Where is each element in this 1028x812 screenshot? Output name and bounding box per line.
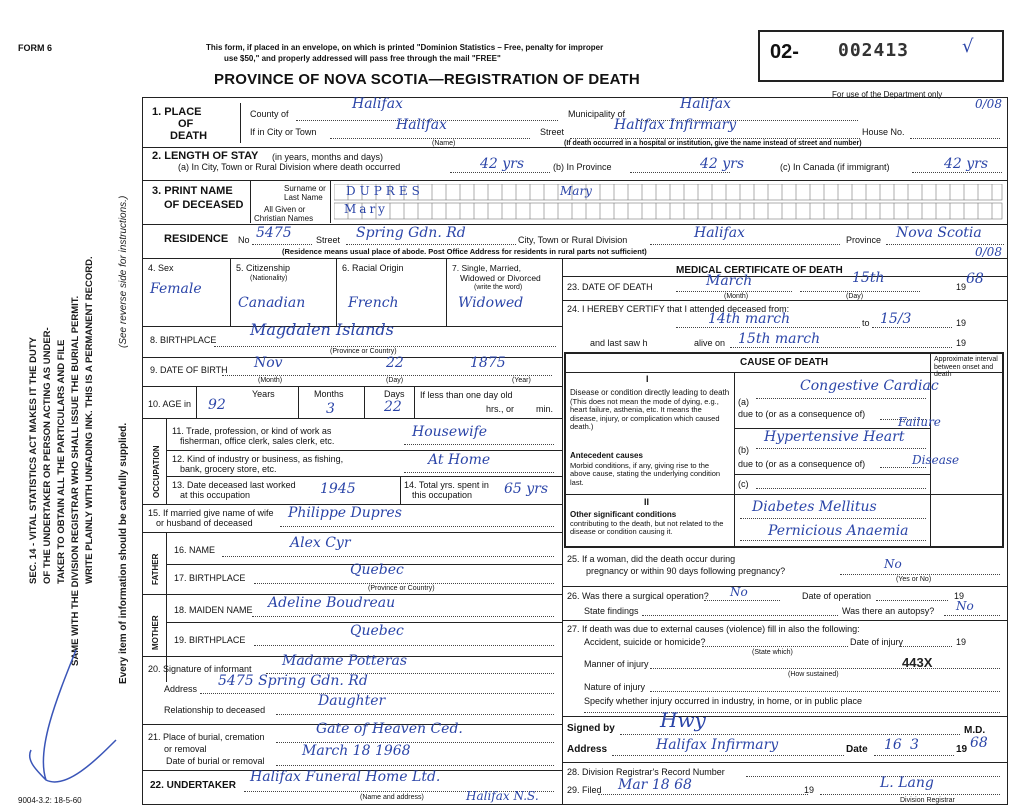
- every-item-notice: Every item of information should be carefully supplied.: [118, 422, 129, 684]
- undertaker-value: Halifax Funeral Home Ltd.: [250, 769, 441, 785]
- certify-label: 24. I HEREBY CERTIFY that I attended deceased from:: [567, 304, 790, 314]
- age-days-value: 22: [384, 399, 402, 415]
- print-name-label-2: OF DECEASED: [164, 199, 244, 211]
- sex-label: 4. Sex: [148, 263, 174, 273]
- spouse-value: Philippe Dupres: [288, 505, 402, 521]
- margin-scribble-mark: [16, 640, 126, 790]
- pregnancy-value: No: [884, 557, 902, 571]
- length-of-stay-label: 2. LENGTH OF STAY: [152, 150, 259, 162]
- surname-label-2: Last Name: [284, 193, 323, 202]
- department-use-label: For use of the Department only: [832, 90, 943, 99]
- industry-label-1: 12. Kind of industry or business, as fishing,: [172, 454, 344, 464]
- racial-origin-label: 6. Racial Origin: [342, 263, 404, 273]
- last-worked-value: 1945: [320, 481, 356, 497]
- relationship-value: Daughter: [318, 693, 386, 709]
- cause-of-death-title: CAUSE OF DEATH: [740, 357, 829, 368]
- other-conditions-note: contributing to the death, but not related to the disease or condition causing it.: [570, 519, 724, 537]
- total-years-label-2: this occupation: [412, 490, 473, 500]
- industry-value: At Home: [428, 452, 491, 468]
- form-number: FORM 6: [18, 43, 53, 53]
- place-of-death-label-3: DEATH: [170, 130, 208, 142]
- informant-signature-value: Madame Potteras: [282, 653, 408, 669]
- undertaker-label: 22. UNDERTAKER: [150, 780, 236, 791]
- father-side-label: FATHER: [151, 553, 160, 585]
- father-birthplace-value: Quebec: [350, 562, 404, 578]
- external-causes-label: 27. If death was due to external causes (violence) fill in also the following:: [567, 624, 860, 634]
- autopsy-value: No: [956, 599, 974, 613]
- citizenship-label: 5. Citizenship: [236, 263, 291, 273]
- physician-signature: Hwy: [660, 708, 706, 732]
- spouse-label-2: or husband of deceased: [156, 518, 253, 528]
- street-label: Street: [540, 127, 565, 137]
- stay-b-label: (b) In Province: [553, 162, 612, 172]
- autopsy-label: Was there an autopsy?: [842, 606, 935, 616]
- attended-from-value: 14th march: [708, 311, 791, 327]
- section-i-label: I: [646, 374, 649, 384]
- residence-city-value: Halifax: [694, 225, 745, 241]
- mail-notice-line-2: use $50," and properly addressed will pass free through the mail "FREE": [224, 54, 501, 63]
- form-title: PROVINCE OF NOVA SCOTIA—REGISTRATION OF DEATH: [214, 71, 640, 88]
- registration-number: 002413: [838, 40, 910, 61]
- stay-c-label: (c) In Canada (if immigrant): [780, 162, 890, 172]
- surname-extra: Mary: [560, 184, 592, 198]
- signed-date-month: 3: [910, 737, 919, 753]
- cause-b-value-2: Disease: [912, 453, 960, 467]
- department-code: 0/08: [975, 97, 1002, 111]
- print-name-label-1: 3. PRINT NAME: [152, 185, 233, 197]
- father-birthplace-label: 17. BIRTHPLACE: [174, 573, 246, 583]
- signed-date-day: 16: [884, 737, 902, 753]
- trade-value: Housewife: [412, 424, 488, 440]
- residence-label: RESIDENCE: [164, 233, 229, 245]
- physician-address-value: Halifax Infirmary: [656, 737, 779, 753]
- interval-label: Approximate interval between onset and death: [934, 356, 998, 379]
- burial-date-value: March 18 1968: [302, 743, 411, 759]
- father-name-value: Alex Cyr: [290, 535, 351, 551]
- municipality-label: Municipality of: [568, 109, 626, 119]
- other-conditions-label: Other significant conditions: [570, 510, 677, 519]
- given-names-value: Mary: [344, 202, 388, 216]
- sec14-line-3: TAKER TO OBTAIN ALL THE PARTICULARS AND FILE: [56, 339, 67, 584]
- medical-certificate-title: MEDICAL CERTIFICATE OF DEATH: [676, 265, 843, 276]
- name-letter-grid: [334, 184, 1004, 220]
- birthplace-label: 8. BIRTHPLACE: [150, 335, 217, 345]
- city-label: If in City or Town: [250, 127, 317, 137]
- manner-label: Manner of injury: [584, 659, 649, 669]
- mother-birthplace-value: Quebec: [350, 623, 404, 639]
- stay-a-value: 42 yrs: [480, 156, 525, 172]
- house-no-label: House No.: [862, 127, 905, 137]
- mother-maiden-label: 18. MAIDEN NAME: [174, 605, 253, 615]
- father-name-label: 16. NAME: [174, 545, 216, 555]
- manner-code: 443X: [902, 655, 933, 670]
- street-value: Halifax Infirmary: [614, 117, 737, 133]
- nature-label: Nature of injury: [584, 682, 646, 692]
- residence-no-label: No: [238, 235, 250, 245]
- mother-maiden-value: Adeline Boudreau: [268, 595, 396, 611]
- last-worked-label-1: 13. Date deceased last worked: [172, 480, 296, 490]
- signed-date-year: 68: [970, 735, 988, 751]
- filed-label: 29. Filed: [567, 785, 602, 795]
- attended-to-value: 15/3: [880, 311, 912, 327]
- burial-place-label-2: or removal: [164, 744, 207, 754]
- place-of-death-label-2: OF: [178, 118, 194, 130]
- mail-notice-line-1: This form, if placed in an envelope, on which is printed "Dominion Statistics – Free, penalty for improper: [206, 43, 604, 52]
- accident-label: Accident, suicide or homicide?: [584, 637, 706, 647]
- death-day: 15th: [852, 270, 885, 286]
- burial-date-label: Date of burial or removal: [166, 756, 265, 766]
- age-days-label: Days: [384, 389, 405, 399]
- surgical-operation-label: 26. Was there a surgical operation?: [567, 591, 709, 601]
- dob-year: 1875: [470, 355, 506, 371]
- registration-prefix: 02-: [770, 41, 799, 63]
- municipality-value: Halifax: [680, 96, 731, 112]
- check-mark: √: [962, 36, 974, 57]
- occupation-side-label: OCCUPATION: [152, 445, 161, 498]
- sec14-line-5: WRITE PLAINLY WITH UNFADING INK. THIS IS A PERMANENT RECORD.: [84, 256, 95, 584]
- given-names-label-1: All Given or: [264, 205, 306, 214]
- disease-note: (This does not mean the mode of dying, e.g., heart failure, asthenia, etc. It means the disease, injury, or complication which caused death.): [570, 397, 720, 431]
- trade-label-2: fisherman, office clerk, sales clerk, etc.: [180, 436, 335, 446]
- disease-label: Disease or condition directly leading to death: [570, 388, 730, 397]
- industry-label-2: bank, grocery store, etc.: [180, 464, 277, 474]
- residence-no-value: 5475: [256, 225, 292, 241]
- place-of-death-label-1: 1. PLACE: [152, 106, 202, 118]
- cause-a-value-2: Failure: [898, 415, 941, 429]
- informant-address-value: 5475 Spring Gdn. Rd: [218, 673, 368, 689]
- dob-label: 9. DATE OF BIRTH: [150, 365, 228, 375]
- section-ii-label: II: [644, 497, 650, 507]
- dob-day: 22: [386, 355, 404, 371]
- stay-a-label: (a) In City, Town or Rural Division where death occurred: [178, 162, 401, 172]
- hospital-note: (If death occurred in a hospital or institution, give the name instead of street and number): [564, 140, 862, 147]
- relationship-label: Relationship to deceased: [164, 705, 266, 715]
- antecedent-note: Morbid conditions, if any, giving rise to the above cause, stating the underlying condition last.: [570, 461, 721, 487]
- surname-label-1: Surname or: [284, 184, 326, 193]
- age-label: 10. AGE in: [148, 399, 192, 409]
- age-months-value: 3: [326, 401, 335, 417]
- other-condition-2: Pernicious Anaemia: [768, 523, 909, 539]
- surgical-operation-value: No: [730, 585, 748, 599]
- age-months-label: Months: [314, 389, 344, 399]
- last-worked-label-2: at this occupation: [180, 490, 251, 500]
- other-condition-1: Diabetes Mellitus: [752, 499, 877, 515]
- where-label: Specify whether injury occurred in industry, in home, or in public place: [584, 696, 862, 706]
- city-value: Halifax: [396, 117, 447, 133]
- antecedent-label: Antecedent causes: [570, 451, 643, 460]
- mother-side-label: MOTHER: [151, 615, 160, 650]
- residence-city-label: City, Town or Rural Division: [518, 235, 628, 245]
- physician-address-label: Address: [567, 744, 608, 755]
- sex-value: Female: [150, 281, 202, 297]
- county-value: Halifax: [352, 96, 403, 112]
- total-years-value: 65 yrs: [504, 481, 549, 497]
- death-year: 68: [966, 271, 984, 287]
- residence-street-value: Spring Gdn. Rd: [356, 225, 466, 241]
- last-saw-value: 15th march: [738, 331, 821, 347]
- date-of-death-label: 23. DATE OF DEATH: [567, 282, 653, 292]
- stay-b-value: 42 yrs: [700, 156, 745, 172]
- racial-origin-value: French: [348, 295, 399, 311]
- registrar-signature: L. Lang: [880, 775, 934, 791]
- residence-province-label: Province: [846, 235, 882, 245]
- less-than-day-label: If less than one day old: [420, 390, 513, 400]
- burial-place-label-1: 21. Place of burial, cremation: [148, 732, 265, 742]
- informant-address-label: Address: [164, 684, 198, 694]
- county-label: County of: [250, 109, 289, 119]
- burial-place-value: Gate of Heaven Ced.: [316, 721, 463, 737]
- marital-value: Widowed: [458, 295, 524, 311]
- stay-c-value: 42 yrs: [944, 156, 989, 172]
- filed-value: Mar 18 68: [618, 777, 692, 793]
- residence-note: (Residence means usual place of abode. Post Office Address for residents in rural parts not sufficient): [282, 247, 647, 256]
- sec14-line-1: SEC. 14 - VITAL STATISTICS ACT MAKES IT THE DUTY: [28, 336, 39, 584]
- trade-label-1: 11. Trade, profession, or kind of work as: [172, 426, 332, 436]
- marital-label-1: 7. Single, Married,: [452, 263, 521, 273]
- column-divider: [562, 258, 563, 805]
- total-years-label-1: 14. Total yrs. spent in: [404, 480, 489, 490]
- residence-street-label: Street: [316, 235, 341, 245]
- undertaker-address-value: Halifax N.S.: [466, 789, 539, 803]
- signed-by-label: Signed by: [567, 723, 615, 734]
- death-month: March: [706, 273, 753, 289]
- citizenship-value: Canadian: [238, 295, 306, 311]
- surname-value: DUPRES: [346, 184, 424, 198]
- spouse-label-1: 15. If married give name of wife: [148, 508, 274, 518]
- section-1-divider: [240, 103, 241, 143]
- pregnancy-label-1: 25. If a woman, did the death occur during: [567, 554, 736, 564]
- residence-province-value: Nova Scotia: [896, 225, 982, 241]
- sec14-line-4: SAME WITH THE DIVISION REGISTRAR WHO SHALL ISSUE THE BURIAL PERMIT.: [70, 295, 81, 666]
- mother-birthplace-label: 19. BIRTHPLACE: [174, 635, 246, 645]
- last-saw-label: and last saw h: [590, 338, 648, 348]
- sec14-line-2: OF THE UNDERTAKER OR PERSON ACTING AS UNDER-: [42, 327, 53, 584]
- marital-label-2: Widowed or Divorced: [460, 273, 541, 283]
- birthplace-value: Magdalen Islands: [250, 320, 394, 339]
- age-years-value: 92: [208, 397, 226, 413]
- registrar-record-label: 28. Division Registrar's Record Number: [567, 767, 725, 777]
- pregnancy-label-2: pregnancy or within 90 days following pregnancy?: [586, 566, 786, 576]
- residence-margin-code: 0/08: [975, 245, 1002, 259]
- dob-month: Nov: [254, 355, 283, 371]
- given-names-label-2: Christian Names: [254, 214, 314, 223]
- cause-b-value: Hypertensive Heart: [764, 429, 905, 445]
- form-code: 9004-3.2: 18-5-60: [18, 796, 82, 805]
- age-years-label: Years: [252, 389, 275, 399]
- see-reverse-notice: (See reverse side for instructions.): [118, 195, 129, 348]
- informant-signature-label: 20. Signature of informant: [148, 664, 252, 674]
- cause-a-value: Congestive Cardiac: [800, 378, 939, 394]
